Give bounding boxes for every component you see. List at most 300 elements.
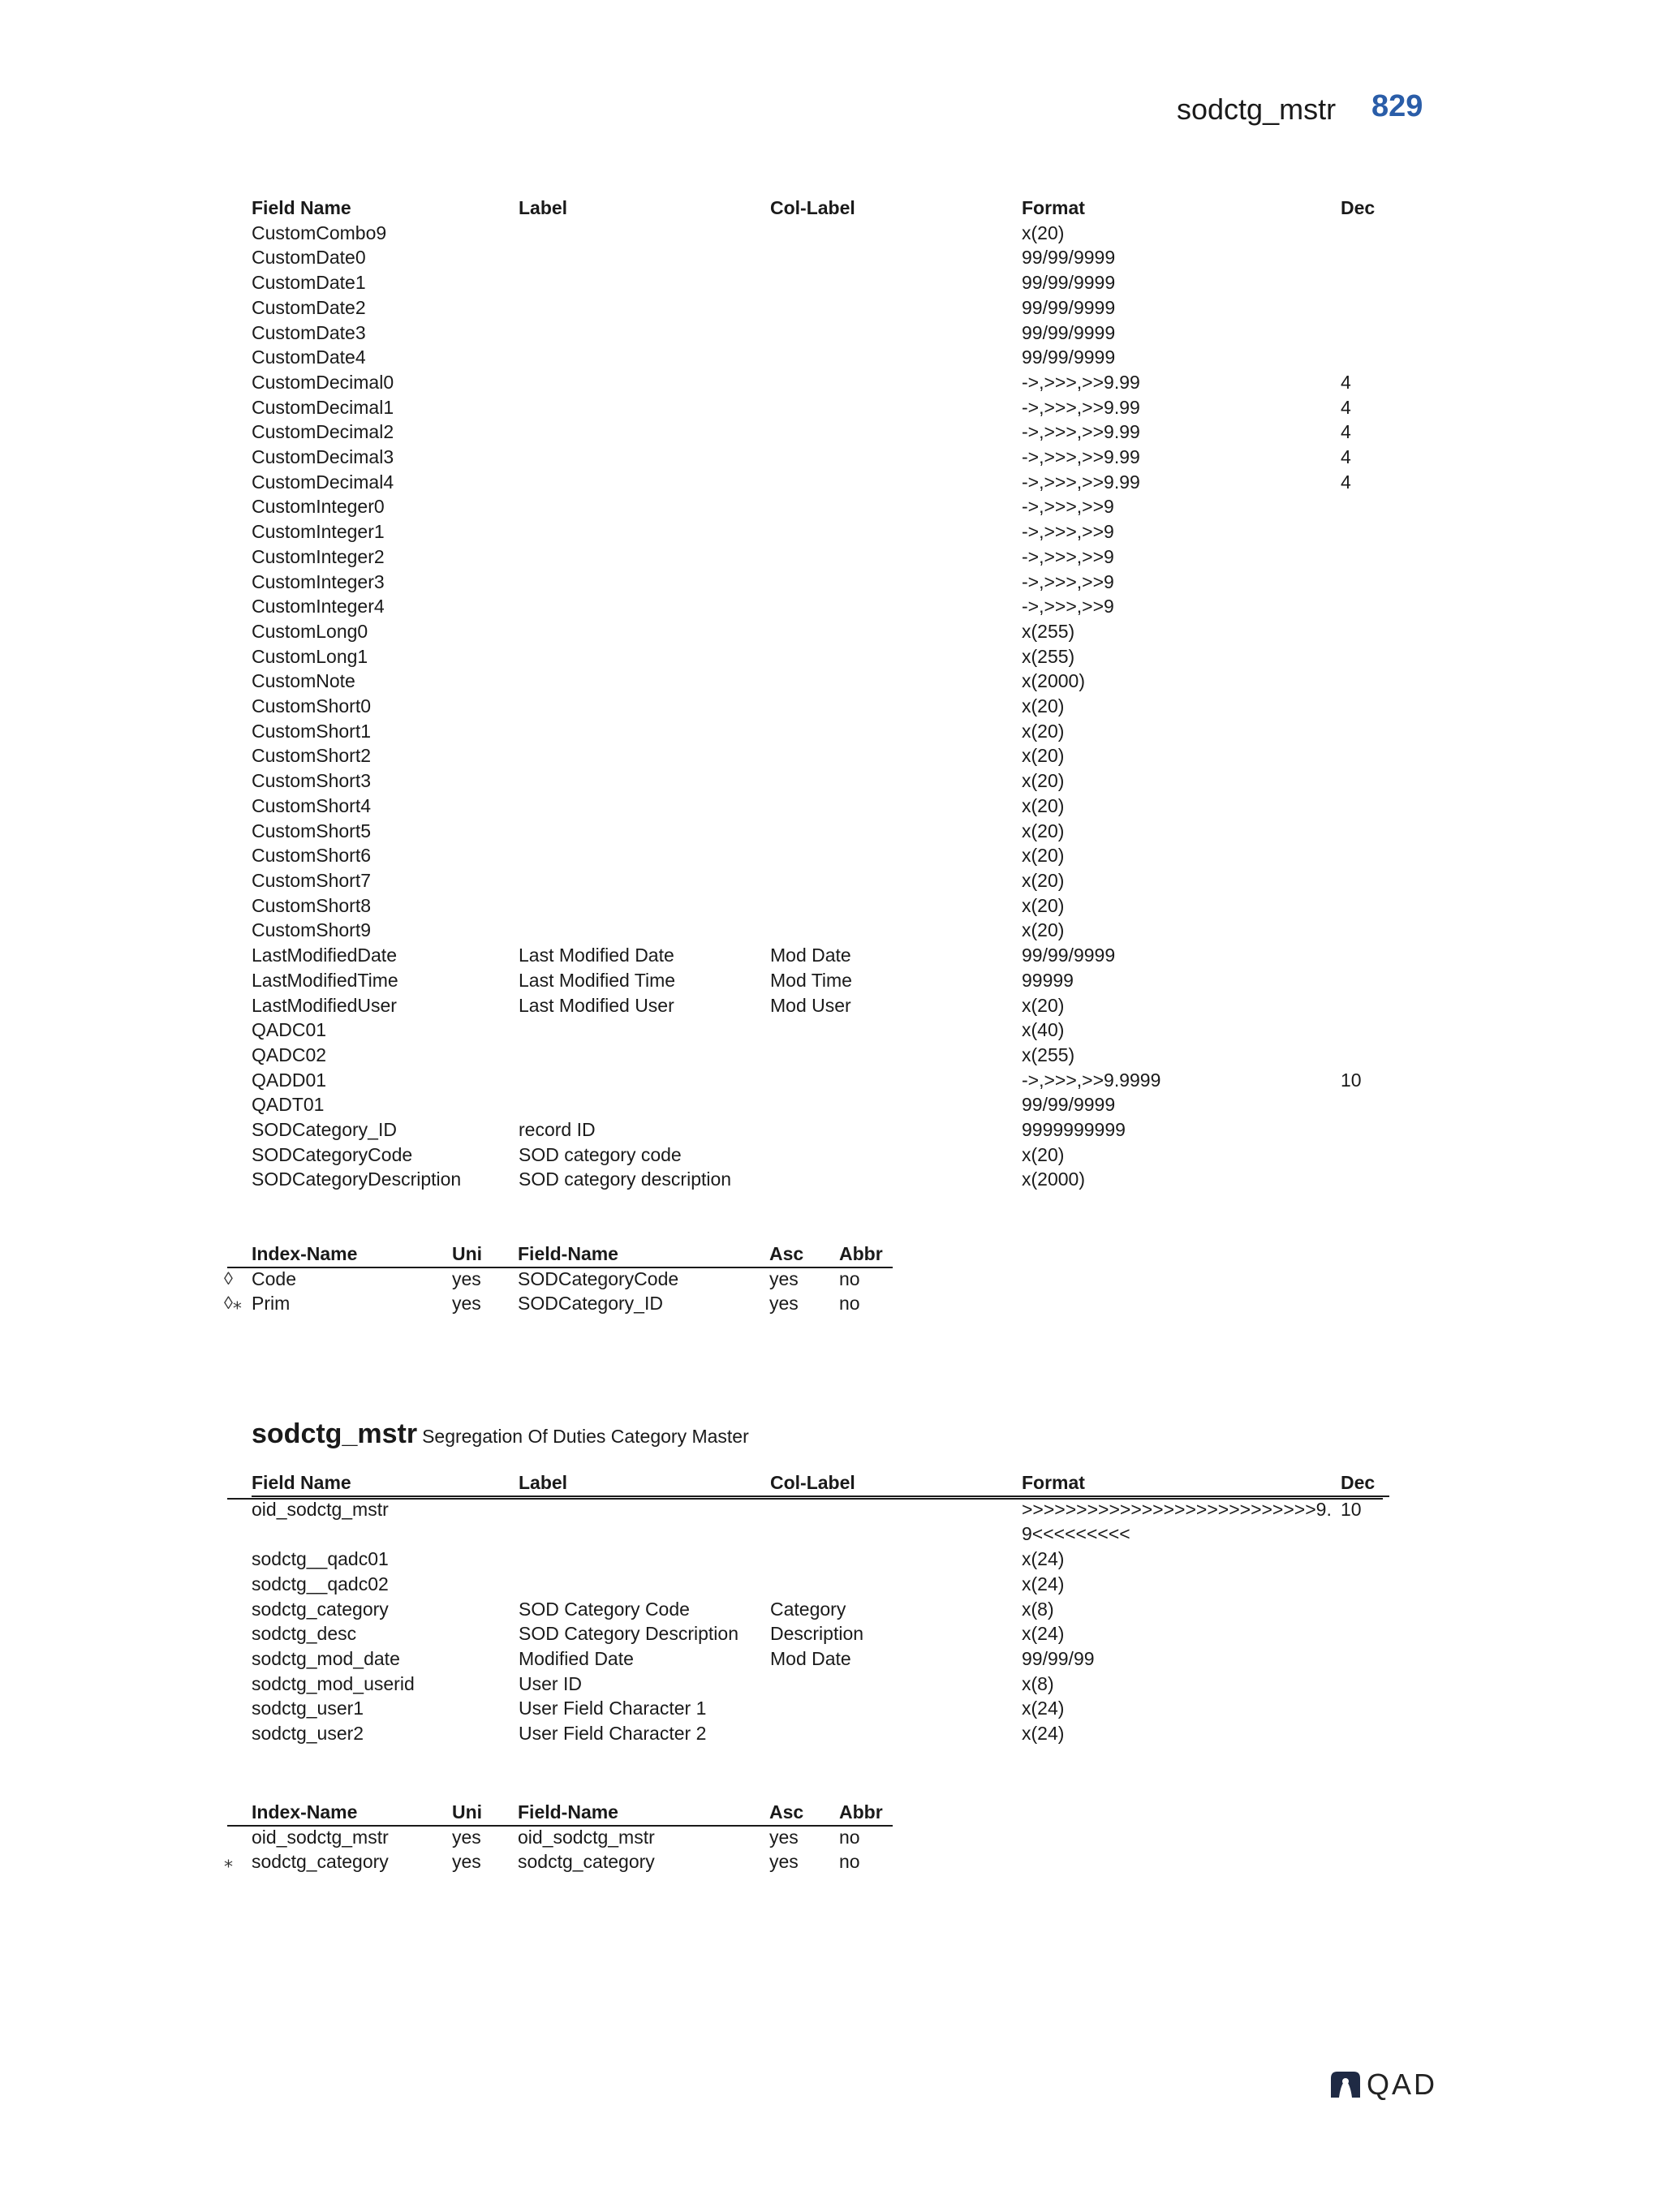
field-col-label bbox=[770, 719, 1022, 744]
field-label bbox=[519, 1496, 770, 1547]
field-label bbox=[519, 594, 770, 619]
field-label bbox=[519, 519, 770, 544]
field-col-label bbox=[770, 1547, 1022, 1572]
field-label bbox=[519, 1018, 770, 1043]
field-row bbox=[252, 868, 1389, 893]
index-asc: yes bbox=[769, 1267, 799, 1289]
field-name: QADC01 bbox=[252, 1019, 327, 1041]
field-label bbox=[519, 295, 770, 321]
field-format: ->,>>>,>>9.99 bbox=[1022, 421, 1140, 443]
field-col-label bbox=[770, 619, 1022, 644]
field-dec bbox=[1341, 694, 1389, 719]
field-dec bbox=[1341, 993, 1389, 1018]
field-name: CustomShort9 bbox=[252, 919, 372, 941]
field-format: x(20) bbox=[1022, 770, 1065, 792]
field-dec bbox=[1341, 1092, 1389, 1117]
field-col-label bbox=[770, 694, 1022, 719]
table-name: sodctg_mstr bbox=[252, 1418, 418, 1449]
abbr-header: Abbr bbox=[839, 1243, 883, 1264]
field-label bbox=[519, 1092, 770, 1117]
field-col-label bbox=[770, 1092, 1022, 1117]
index-asc: yes bbox=[769, 1826, 799, 1848]
field-name: SODCategoryCode bbox=[252, 1143, 413, 1165]
field-format: x(24) bbox=[1022, 1623, 1065, 1645]
field-dec bbox=[1341, 345, 1389, 370]
field-col-label bbox=[770, 494, 1022, 519]
field-label bbox=[519, 570, 770, 595]
fields-header-row bbox=[252, 1470, 1389, 1496]
field-row bbox=[252, 1621, 1389, 1646]
field-row bbox=[252, 420, 1389, 445]
field-row bbox=[252, 570, 1389, 595]
col-label-header: Col-Label bbox=[770, 197, 855, 218]
field-row bbox=[252, 993, 1389, 1018]
index-name-header: Index-Name bbox=[252, 1801, 358, 1823]
index-abbr: no bbox=[839, 1293, 860, 1315]
field-format: ->,>>>,>>9.9999 bbox=[1022, 1069, 1161, 1091]
field-dec bbox=[1341, 1018, 1389, 1043]
index-header-row bbox=[252, 1242, 890, 1267]
index-row bbox=[252, 1291, 890, 1316]
field-name-header: Field-Name bbox=[518, 1243, 618, 1264]
field-label bbox=[519, 270, 770, 295]
field-dec: 4 bbox=[1341, 371, 1351, 393]
running-header-title: sodctg_mstr bbox=[1177, 93, 1337, 126]
field-label bbox=[519, 893, 770, 919]
dec-header: Dec bbox=[1341, 197, 1376, 218]
field-format: ->,>>>,>>9 bbox=[1022, 521, 1114, 543]
index-abbr: no bbox=[839, 1826, 860, 1848]
field-name: CustomCombo9 bbox=[252, 222, 387, 243]
field-col-label bbox=[770, 395, 1022, 420]
field-name: CustomInteger1 bbox=[252, 521, 385, 543]
qad-logo-text: QAD bbox=[1367, 2068, 1438, 2101]
field-col-label bbox=[770, 1018, 1022, 1043]
field-col-label bbox=[770, 1143, 1022, 1168]
field-dec bbox=[1341, 768, 1389, 794]
index-marker: ⁎ bbox=[224, 1851, 233, 1872]
field-row bbox=[252, 1117, 1389, 1143]
field-row bbox=[252, 321, 1389, 346]
field-dec bbox=[1341, 719, 1389, 744]
field-label: Last Modified User bbox=[519, 994, 674, 1016]
field-col-label bbox=[770, 1696, 1022, 1721]
table-description: Segregation Of Duties Category Master bbox=[422, 1426, 749, 1447]
field-name-header: Field Name bbox=[252, 197, 351, 218]
field-name: CustomNote bbox=[252, 670, 355, 692]
field-format: ->,>>>,>>9.99 bbox=[1022, 371, 1140, 393]
field-format: x(24) bbox=[1022, 1548, 1065, 1570]
index-asc: yes bbox=[769, 1293, 799, 1315]
index-name: oid_sodctg_mstr bbox=[252, 1826, 389, 1848]
field-col-label bbox=[770, 918, 1022, 943]
field-name: CustomShort1 bbox=[252, 720, 372, 742]
field-format: x(20) bbox=[1022, 869, 1065, 891]
field-dec: 4 bbox=[1341, 471, 1351, 493]
field-format: x(24) bbox=[1022, 1698, 1065, 1719]
field-format: 99/99/9999 bbox=[1022, 272, 1116, 294]
field-format: x(20) bbox=[1022, 820, 1065, 841]
field-name: CustomInteger2 bbox=[252, 545, 385, 567]
field-col-label: Mod Date bbox=[770, 945, 851, 966]
field-dec bbox=[1341, 544, 1389, 570]
index-abbr: no bbox=[839, 1851, 860, 1873]
field-col-label bbox=[770, 669, 1022, 694]
index-uni: yes bbox=[452, 1293, 481, 1315]
field-name: CustomDecimal3 bbox=[252, 446, 394, 468]
field-label bbox=[519, 345, 770, 370]
field-label bbox=[519, 868, 770, 893]
field-row bbox=[252, 1018, 1389, 1043]
field-col-label: Mod Time bbox=[770, 969, 852, 991]
field-dec bbox=[1341, 918, 1389, 943]
field-label bbox=[519, 420, 770, 445]
field-dec bbox=[1341, 245, 1389, 270]
field-dec bbox=[1341, 270, 1389, 295]
field-row bbox=[252, 470, 1389, 495]
field-col-label bbox=[770, 445, 1022, 470]
field-name: CustomShort0 bbox=[252, 695, 372, 717]
field-row bbox=[252, 893, 1389, 919]
field-dec bbox=[1341, 1143, 1389, 1168]
field-format: x(255) bbox=[1022, 645, 1075, 667]
field-label bbox=[519, 544, 770, 570]
field-row bbox=[252, 694, 1389, 719]
field-col-label bbox=[770, 1068, 1022, 1093]
field-label bbox=[519, 619, 770, 644]
field-format: 99/99/9999 bbox=[1022, 945, 1116, 966]
label-header: Label bbox=[519, 1470, 770, 1496]
field-format: x(8) bbox=[1022, 1598, 1054, 1620]
field-dec bbox=[1341, 1547, 1389, 1572]
field-label bbox=[519, 819, 770, 844]
field-col-label bbox=[770, 843, 1022, 868]
index-abbr: no bbox=[839, 1267, 860, 1289]
field-col-label: Mod Date bbox=[770, 1647, 851, 1669]
field-label: User ID bbox=[519, 1672, 582, 1694]
field-row bbox=[252, 619, 1389, 644]
field-col-label: Category bbox=[770, 1598, 846, 1620]
field-format: x(20) bbox=[1022, 222, 1065, 243]
field-col-label bbox=[770, 819, 1022, 844]
field-format: 99/99/9999 bbox=[1022, 321, 1116, 343]
field-row bbox=[252, 644, 1389, 669]
field-label bbox=[519, 321, 770, 346]
field-label bbox=[519, 843, 770, 868]
index-table-continued bbox=[252, 1242, 890, 1316]
field-dec bbox=[1341, 221, 1389, 246]
field-col-label bbox=[770, 270, 1022, 295]
field-dec bbox=[1341, 644, 1389, 669]
fields-table-continued bbox=[252, 196, 1389, 1192]
field-row bbox=[252, 270, 1389, 295]
field-label bbox=[519, 719, 770, 744]
field-format: x(24) bbox=[1022, 1723, 1065, 1745]
field-row bbox=[252, 245, 1389, 270]
field-format: x(255) bbox=[1022, 620, 1075, 642]
field-name: CustomInteger0 bbox=[252, 496, 385, 518]
field-label bbox=[519, 669, 770, 694]
field-name: sodctg__qadc01 bbox=[252, 1548, 389, 1570]
field-label bbox=[519, 694, 770, 719]
field-label bbox=[519, 1572, 770, 1597]
field-dec bbox=[1341, 494, 1389, 519]
field-row bbox=[252, 594, 1389, 619]
dec-header: Dec bbox=[1341, 1470, 1389, 1496]
field-row bbox=[252, 843, 1389, 868]
field-name: CustomShort4 bbox=[252, 794, 372, 816]
field-name: CustomDate1 bbox=[252, 272, 366, 294]
index-name: Prim bbox=[252, 1293, 291, 1315]
field-name: SODCategoryDescription bbox=[252, 1168, 462, 1190]
field-row bbox=[252, 295, 1389, 321]
field-dec bbox=[1341, 843, 1389, 868]
field-label bbox=[519, 768, 770, 794]
field-row bbox=[252, 768, 1389, 794]
field-format: ->,>>>,>>9 bbox=[1022, 496, 1114, 518]
field-label bbox=[519, 470, 770, 495]
field-col-label: Mod User bbox=[770, 994, 851, 1016]
field-name: CustomInteger3 bbox=[252, 570, 385, 592]
field-name-header: Field-Name bbox=[518, 1801, 618, 1823]
field-row bbox=[252, 544, 1389, 570]
field-row bbox=[252, 943, 1389, 968]
field-dec bbox=[1341, 1696, 1389, 1721]
field-label: record ID bbox=[519, 1119, 596, 1141]
field-label: User Field Character 1 bbox=[519, 1698, 707, 1719]
field-format: x(20) bbox=[1022, 994, 1065, 1016]
field-name: CustomDecimal1 bbox=[252, 396, 394, 418]
index-field: SODCategory_ID bbox=[518, 1293, 663, 1315]
field-label bbox=[519, 1547, 770, 1572]
field-format: 99/99/9999 bbox=[1022, 1094, 1116, 1116]
index-row bbox=[252, 1825, 890, 1850]
field-dec: 4 bbox=[1341, 421, 1351, 443]
field-dec bbox=[1341, 943, 1389, 968]
field-format: x(20) bbox=[1022, 695, 1065, 717]
field-name: CustomLong1 bbox=[252, 645, 368, 667]
field-format: x(20) bbox=[1022, 794, 1065, 816]
field-col-label bbox=[770, 519, 1022, 544]
field-row bbox=[252, 819, 1389, 844]
fields-header-row bbox=[252, 196, 1389, 221]
field-col-label: Description bbox=[770, 1623, 864, 1645]
field-format: x(2000) bbox=[1022, 1168, 1085, 1190]
field-dec bbox=[1341, 1043, 1389, 1068]
field-name: sodctg_desc bbox=[252, 1623, 357, 1645]
field-name: LastModifiedDate bbox=[252, 945, 397, 966]
field-label: SOD category code bbox=[519, 1143, 682, 1165]
field-format: ->,>>>,>>9 bbox=[1022, 596, 1114, 618]
field-col-label bbox=[770, 1167, 1022, 1192]
field-name: sodctg__qadc02 bbox=[252, 1573, 389, 1594]
section-title bbox=[252, 1418, 749, 1450]
field-name: CustomShort7 bbox=[252, 869, 372, 891]
field-dec bbox=[1341, 594, 1389, 619]
index-uni: yes bbox=[452, 1267, 481, 1289]
field-row bbox=[252, 794, 1389, 819]
field-dec bbox=[1341, 570, 1389, 595]
field-dec bbox=[1341, 295, 1389, 321]
field-label bbox=[519, 245, 770, 270]
field-label bbox=[519, 644, 770, 669]
field-dec bbox=[1341, 1721, 1389, 1746]
field-row bbox=[252, 445, 1389, 470]
abbr-header: Abbr bbox=[839, 1801, 883, 1823]
field-label bbox=[519, 445, 770, 470]
field-dec bbox=[1341, 1672, 1389, 1697]
field-label bbox=[519, 221, 770, 246]
field-row bbox=[252, 1092, 1389, 1117]
index-uni: yes bbox=[452, 1826, 481, 1848]
field-name: CustomDate4 bbox=[252, 346, 366, 368]
index-row bbox=[252, 1267, 890, 1292]
field-col-label bbox=[770, 868, 1022, 893]
field-label bbox=[519, 494, 770, 519]
field-col-label bbox=[770, 345, 1022, 370]
field-name: CustomShort3 bbox=[252, 770, 372, 792]
field-label: SOD Category Code bbox=[519, 1598, 690, 1620]
index-marker: ◊⁎ bbox=[224, 1293, 242, 1314]
field-dec bbox=[1341, 669, 1389, 694]
field-name: CustomShort6 bbox=[252, 845, 372, 867]
field-format: ->,>>>,>>9 bbox=[1022, 545, 1114, 567]
field-col-label bbox=[770, 1043, 1022, 1068]
field-name: CustomDecimal2 bbox=[252, 421, 394, 443]
index-name-header: Index-Name bbox=[252, 1243, 358, 1264]
field-name: sodctg_mod_userid bbox=[252, 1672, 415, 1694]
field-format: x(8) bbox=[1022, 1672, 1054, 1694]
field-name: LastModifiedTime bbox=[252, 969, 398, 991]
field-row bbox=[252, 519, 1389, 544]
field-col-label bbox=[770, 743, 1022, 768]
field-name: CustomDate3 bbox=[252, 321, 366, 343]
index-name: sodctg_category bbox=[252, 1851, 389, 1873]
field-row bbox=[252, 1143, 1389, 1168]
field-col-label bbox=[770, 594, 1022, 619]
field-format: x(20) bbox=[1022, 845, 1065, 867]
field-dec bbox=[1341, 893, 1389, 919]
index-name: Code bbox=[252, 1267, 296, 1289]
field-dec bbox=[1341, 321, 1389, 346]
field-row bbox=[252, 1043, 1389, 1068]
index-table-sodctg bbox=[252, 1800, 890, 1874]
field-name: CustomDecimal0 bbox=[252, 371, 394, 393]
field-name: LastModifiedUser bbox=[252, 994, 397, 1016]
field-format: ->,>>>,>>9 bbox=[1022, 570, 1114, 592]
field-format: 99/99/9999 bbox=[1022, 247, 1116, 269]
index-field: oid_sodctg_mstr bbox=[518, 1826, 655, 1848]
field-name-header: Field Name bbox=[252, 1470, 519, 1496]
field-label bbox=[519, 395, 770, 420]
uni-header: Uni bbox=[452, 1801, 483, 1823]
field-row bbox=[252, 1597, 1389, 1622]
field-name: oid_sodctg_mstr bbox=[252, 1498, 389, 1520]
field-format: x(20) bbox=[1022, 894, 1065, 916]
index-row bbox=[252, 1849, 890, 1874]
field-name: CustomDecimal4 bbox=[252, 471, 394, 493]
field-label bbox=[519, 794, 770, 819]
field-dec bbox=[1341, 519, 1389, 544]
field-name: CustomDate0 bbox=[252, 247, 366, 269]
field-row bbox=[252, 719, 1389, 744]
field-label: Last Modified Date bbox=[519, 945, 674, 966]
field-col-label bbox=[770, 893, 1022, 919]
field-dec bbox=[1341, 1646, 1389, 1672]
field-row bbox=[252, 1646, 1389, 1672]
field-name: QADC02 bbox=[252, 1044, 327, 1065]
field-row bbox=[252, 968, 1389, 993]
field-dec: 4 bbox=[1341, 446, 1351, 468]
field-col-label bbox=[770, 295, 1022, 321]
field-row bbox=[252, 1547, 1389, 1572]
field-label bbox=[519, 1068, 770, 1093]
field-col-label bbox=[770, 1721, 1022, 1746]
index-uni: yes bbox=[452, 1851, 481, 1873]
index-marker: ◊ bbox=[224, 1267, 233, 1289]
field-name: sodctg_user2 bbox=[252, 1723, 364, 1745]
field-row bbox=[252, 669, 1389, 694]
field-format: x(20) bbox=[1022, 1143, 1065, 1165]
format-header: Format bbox=[1022, 197, 1085, 218]
field-format: >>>>>>>>>>>>>>>>>>>>>>>>>>>9.9<<<<<<<<< bbox=[1022, 1498, 1332, 1545]
field-dec: 10 bbox=[1341, 1498, 1362, 1520]
field-dec bbox=[1341, 619, 1389, 644]
field-row bbox=[252, 494, 1389, 519]
field-name: sodctg_user1 bbox=[252, 1698, 364, 1719]
field-row bbox=[252, 395, 1389, 420]
field-row bbox=[252, 221, 1389, 246]
field-row bbox=[252, 1696, 1389, 1721]
field-row bbox=[252, 1721, 1389, 1746]
field-col-label bbox=[770, 1117, 1022, 1143]
field-row bbox=[252, 918, 1389, 943]
field-format: x(24) bbox=[1022, 1573, 1065, 1594]
format-header: Format bbox=[1022, 1470, 1341, 1496]
field-name: CustomShort2 bbox=[252, 745, 372, 767]
field-row bbox=[252, 1672, 1389, 1697]
field-dec bbox=[1341, 968, 1389, 993]
field-format: 99/99/9999 bbox=[1022, 346, 1116, 368]
field-format: x(20) bbox=[1022, 720, 1065, 742]
field-format: x(20) bbox=[1022, 745, 1065, 767]
fields-table-sodctg bbox=[252, 1470, 1389, 1746]
field-col-label bbox=[770, 1496, 1022, 1547]
index-field: SODCategoryCode bbox=[518, 1267, 679, 1289]
field-format: 99/99/9999 bbox=[1022, 296, 1116, 318]
field-col-label bbox=[770, 570, 1022, 595]
field-format: 99/99/99 bbox=[1022, 1647, 1095, 1669]
field-row bbox=[252, 345, 1389, 370]
field-format: x(40) bbox=[1022, 1019, 1065, 1041]
field-dec: 4 bbox=[1341, 396, 1351, 418]
field-col-label bbox=[770, 644, 1022, 669]
field-label: SOD Category Description bbox=[519, 1623, 738, 1645]
qad-logo bbox=[1329, 2068, 1437, 2102]
field-col-label bbox=[770, 370, 1022, 395]
field-col-label bbox=[770, 1572, 1022, 1597]
field-row bbox=[252, 370, 1389, 395]
field-name: CustomLong0 bbox=[252, 620, 368, 642]
label-header: Label bbox=[519, 197, 568, 218]
asc-header: Asc bbox=[769, 1243, 804, 1264]
asc-header: Asc bbox=[769, 1801, 804, 1823]
uni-header: Uni bbox=[452, 1243, 483, 1264]
field-row bbox=[252, 1496, 1389, 1547]
field-dec bbox=[1341, 794, 1389, 819]
field-label: SOD category description bbox=[519, 1168, 732, 1190]
field-name: SODCategory_ID bbox=[252, 1119, 397, 1141]
